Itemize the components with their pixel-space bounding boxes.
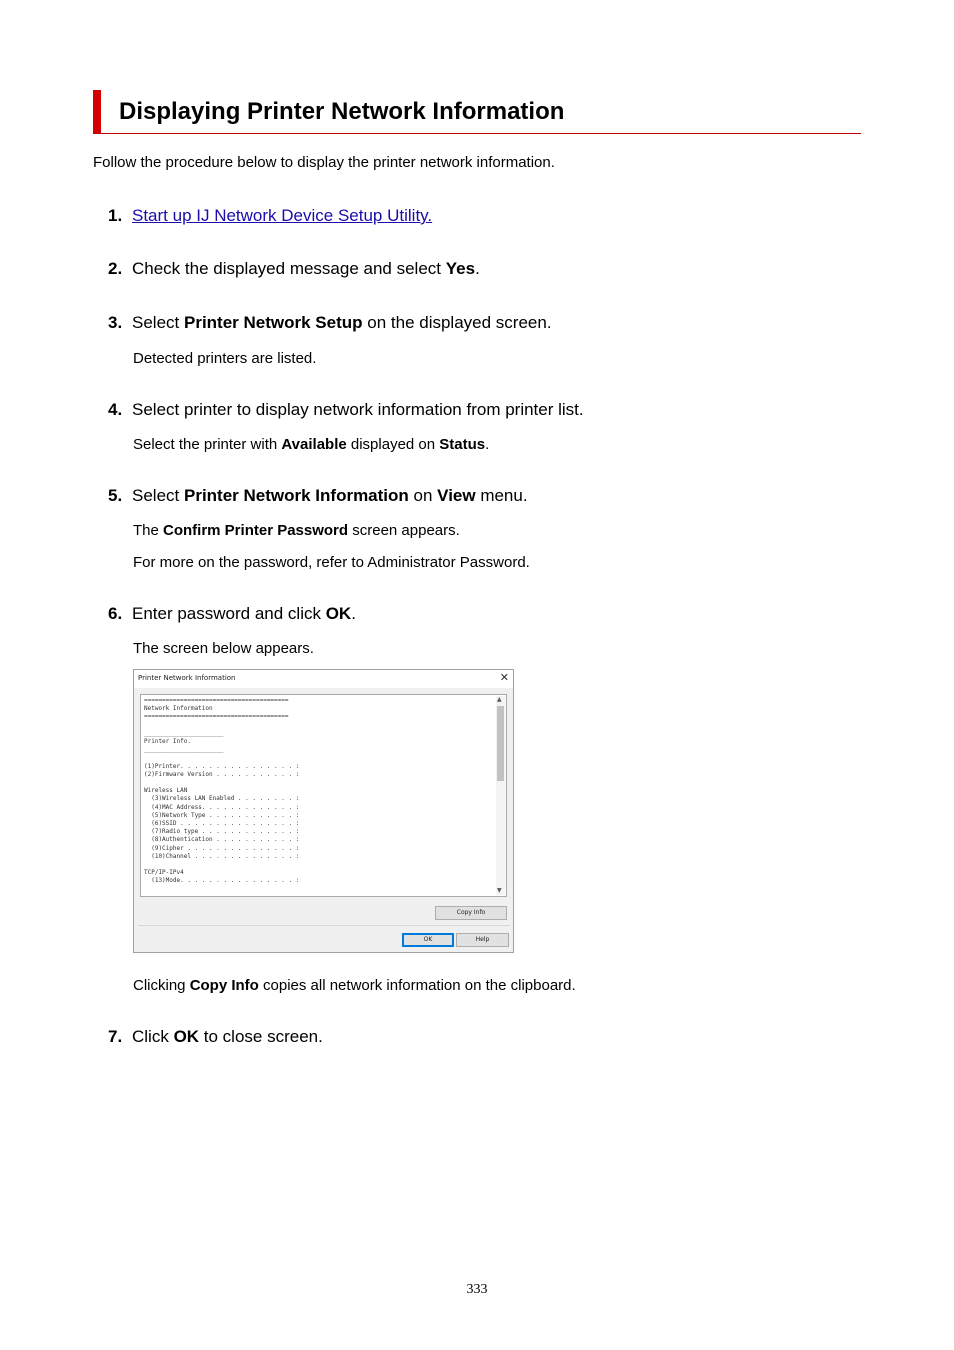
network-info-line: (4)MAC Address. . . . . . . . . . . . . : — [144, 803, 300, 811]
network-info-line: (2)Firmware Version . . . . . . . . . . . : — [144, 770, 300, 778]
dialog-title: Printer Network Information — [138, 674, 236, 682]
network-info-line: (5)Network Type . . . . . . . . . . . . : — [144, 811, 300, 819]
dialog-titlebar — [134, 670, 513, 688]
page-number: 333 — [466, 1282, 488, 1297]
close-icon[interactable]: ✕ — [499, 671, 509, 684]
network-info-line — [144, 754, 299, 762]
scrollbar[interactable] — [496, 696, 505, 895]
network-info-text — [144, 697, 299, 886]
network-info-line: (3)Wireless LAN Enabled . . . . . . . . : — [144, 795, 300, 803]
step-1: 1. Start up IJ Network Device Setup Utility. — [108, 206, 433, 225]
network-info-textbox[interactable] — [140, 694, 507, 897]
step-4-note: Select the printer with Available displayed on Status. — [133, 436, 490, 453]
step-4: 4. Select printer to display network information from printer list. — [108, 400, 584, 419]
network-info-line: (13)Mode. . . . . . . . . . . . . . . . : — [144, 877, 300, 885]
scrollbar-thumb[interactable] — [497, 706, 504, 781]
network-info-line — [144, 722, 299, 730]
step-3: 3. Select Printer Network Setup on the displayed screen. — [108, 313, 552, 332]
start-utility-link[interactable]: Start up IJ Network Device Setup Utility. — [132, 206, 433, 225]
step-2: 2. Check the displayed message and select Yes. — [108, 259, 480, 278]
scroll-up-icon[interactable]: ▲ — [497, 696, 502, 703]
page-title: Displaying Printer Network Information — [119, 98, 565, 125]
help-button[interactable]: Help — [456, 933, 509, 947]
step-3-note: Detected printers are listed. — [133, 350, 317, 367]
network-info-line: ======================================== — [144, 697, 289, 704]
ok-button[interactable]: OK — [402, 933, 454, 947]
step-6-note: The screen below appears. — [133, 640, 314, 657]
printer-network-information-dialog — [133, 669, 514, 953]
network-info-line: Network Information — [144, 705, 213, 713]
copy-info-button[interactable]: Copy Info — [435, 906, 507, 920]
network-info-line: (8)Authentication . . . . . . . . . . . : — [144, 836, 300, 844]
dialog-divider — [138, 925, 510, 926]
network-info-line: (1)Printer. . . . . . . . . . . . . . . . : — [144, 762, 300, 770]
step-5-note-1: The Confirm Printer Password screen appears. — [133, 522, 460, 539]
network-info-line: TCP/IP-IPv4 — [144, 869, 184, 877]
network-info-line: (7)Radio type . . . . . . . . . . . . . : — [144, 828, 300, 836]
step-7: 7. Click OK to close screen. — [108, 1027, 323, 1046]
copy-info-note: Clicking Copy Info copies all network information on the clipboard. — [133, 977, 576, 994]
network-info-line: Wireless LAN — [144, 787, 188, 795]
network-info-line: ______________________ — [144, 746, 224, 754]
step-6: 6. Enter password and click OK. — [108, 604, 356, 623]
step-5-note-2: For more on the password, refer to Administrator Password. — [133, 554, 530, 571]
heading-accent-bar — [93, 90, 101, 133]
intro-text: Follow the procedure below to display the printer network information. — [93, 154, 555, 171]
scroll-down-icon[interactable]: ▼ — [497, 887, 502, 894]
network-info-line: ======================================== — [144, 713, 289, 721]
network-info-line: (6)SSID . . . . . . . . . . . . . . . . : — [144, 820, 300, 828]
step-5: 5. Select Printer Network Information on View menu. — [108, 486, 528, 505]
network-info-line — [144, 861, 299, 869]
section-heading — [93, 90, 861, 134]
network-info-line — [144, 779, 299, 787]
network-info-line: Printer Info. — [144, 738, 191, 746]
network-info-line: (9)Cipher . . . . . . . . . . . . . . . : — [144, 844, 300, 852]
network-info-line: (10)Channel . . . . . . . . . . . . . . : — [144, 852, 300, 860]
network-info-line: ______________________ — [144, 729, 224, 737]
